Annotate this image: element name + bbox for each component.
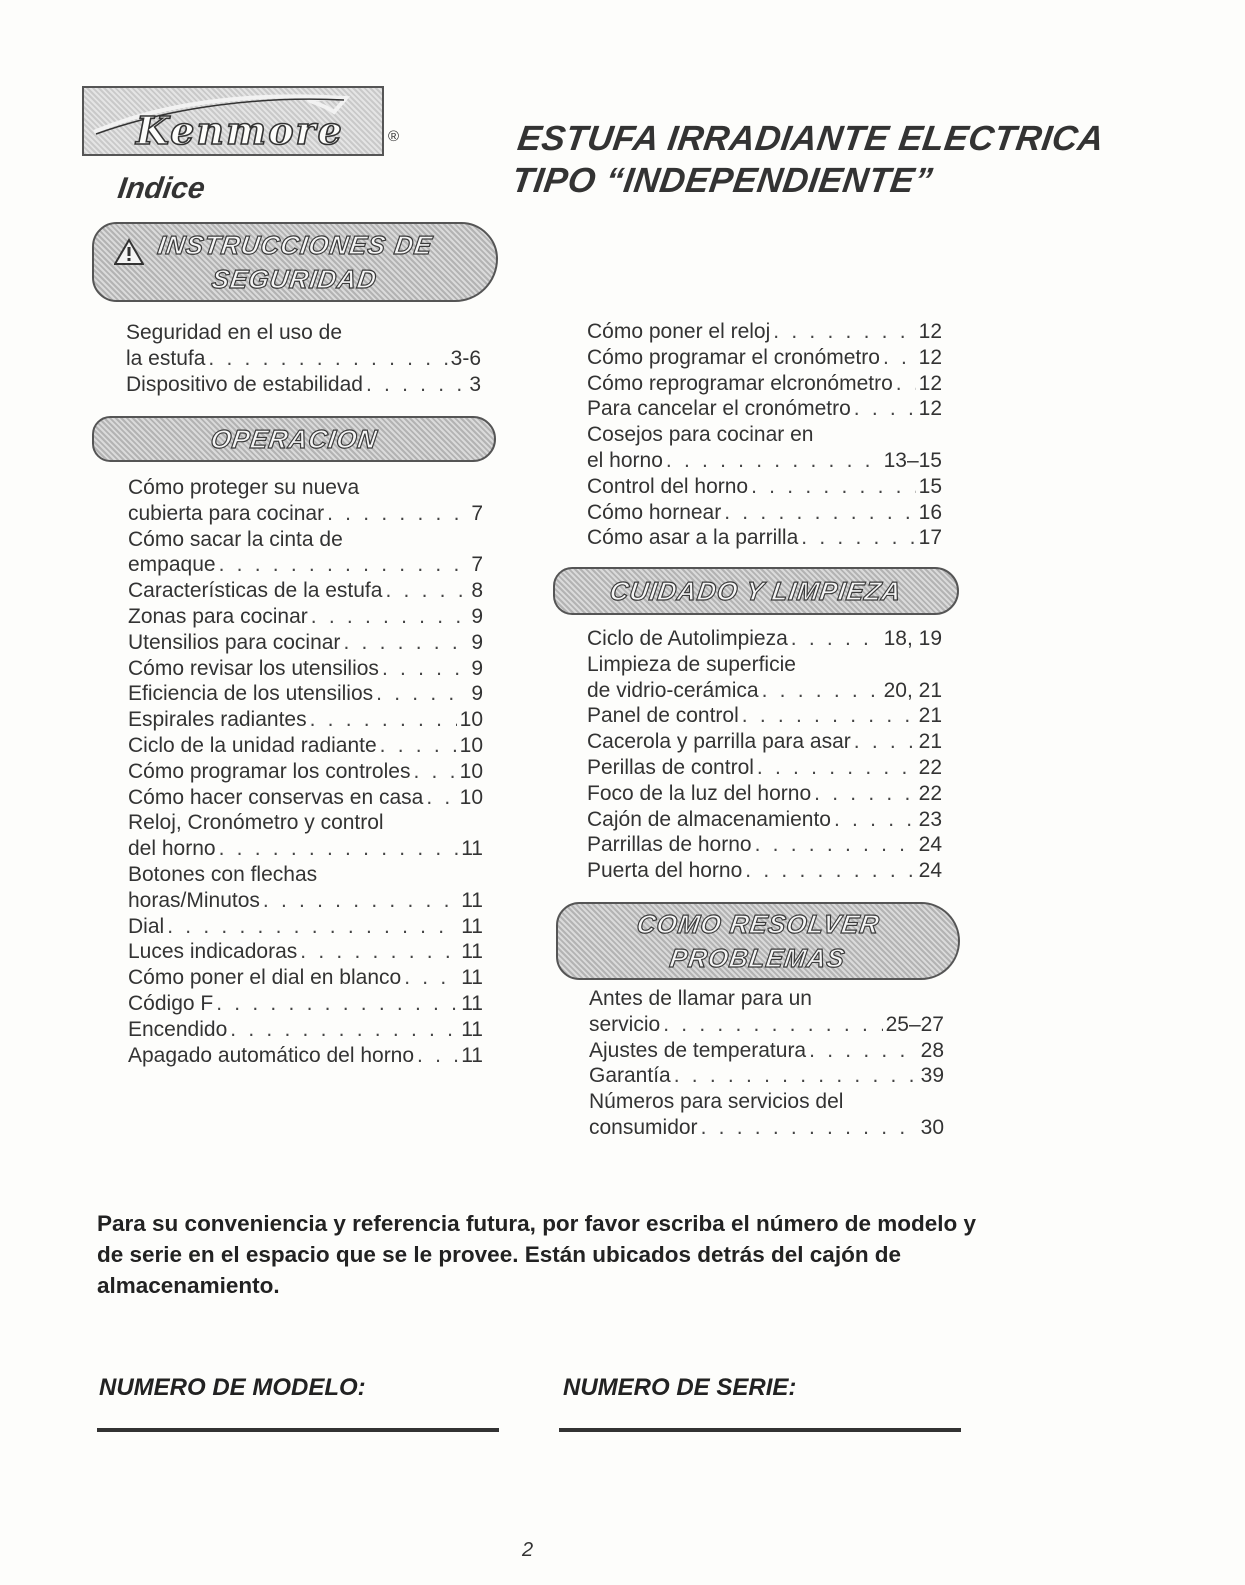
toc-entry [128,681,483,707]
dot-leader [366,372,466,398]
index-heading: Indice [115,172,208,205]
toc-entry-text: la estufa [126,346,206,370]
toc-entry [587,678,942,704]
toc-entry-text: Botones con flechas [128,862,318,886]
dot-leader [791,626,881,652]
toc-entry [128,1043,483,1069]
toc-entry [589,1063,944,1089]
toc-entry-text: Utensilios para cocinar [128,630,341,654]
banner-seguridad-line2: SEGURIDAD [210,264,380,294]
toc-entry [128,527,483,553]
toc-entry-page: 25–27 [885,1012,944,1036]
toc-entry [128,630,483,656]
dot-leader [674,1063,918,1089]
model-serial-note: Para su conveniencia y referencia futura, por favor escriba el número de modelo y de serie en el espacio que se le provee. Están ubicados detrás del cajón de almacenamiento. [97,1211,977,1298]
toc-entry-page: 12 [918,320,942,343]
toc-entry [587,652,942,678]
toc-entry-text: Luces indicadoras [128,940,298,964]
toc-entry-text: Apagado automático del horno [128,1043,415,1067]
dot-leader [814,781,916,807]
toc-entry [128,991,483,1017]
toc-entry [128,501,483,527]
toc-entry-page: 11 [461,837,483,861]
dot-leader [854,396,916,422]
dot-leader [701,1115,918,1141]
toc-entry-page: 11 [461,966,483,990]
dot-leader [854,729,916,755]
toc-entry-page: 11 [461,888,483,912]
toc-entry-text: Código F [128,991,214,1015]
toc-entry-text: Ciclo de la unidad radiante [128,733,377,757]
page-number: 2 [522,1539,534,1561]
dot-leader [751,474,916,500]
toc-entry-page: 9 [471,630,483,654]
toc-entry-text: Dial [128,914,165,938]
dot-leader [757,755,916,781]
toc-entry-page: 11 [461,940,483,964]
toc-entry-text: Limpieza de superficie [587,652,796,676]
dot-leader [413,759,456,785]
toc-entry-page: 16 [918,500,942,524]
toc-entry-text: Cómo hornear [587,500,722,524]
registered-mark: ® [388,128,400,145]
banner-seguridad-line1: INSTRUCCIONES DE [155,230,435,260]
toc-entry-text: Cómo poner el reloj [587,320,771,343]
kenmore-logo [82,86,384,156]
toc-entry-text: Características de la estufa [128,579,383,603]
dot-leader [300,939,458,965]
toc-entry [587,755,942,781]
toc-entry-text: Control del horno [587,474,749,498]
dot-leader [310,707,457,733]
toc-entry [128,759,483,785]
toc-entry-page: 24 [918,833,942,857]
toc-entry [589,1089,944,1115]
banner-problemas [556,902,960,980]
toc-entry-page: 12 [918,371,942,395]
toc-entry [589,1012,944,1038]
toc-entry [587,422,942,448]
toc-entry-page: 24 [918,859,942,883]
document-title [509,118,1107,202]
toc-entry-text: el horno [587,448,663,472]
model-number-label: NUMERO DE MODELO: [99,1374,366,1401]
toc-entry-text: Eficiencia de los utensilios [128,682,374,706]
dot-leader [745,858,915,884]
toc-entry [128,810,483,836]
toc-entry-text: Cómo proteger su nueva [128,476,360,499]
toc-entry [128,707,483,733]
dot-leader [230,1017,458,1043]
dot-leader [208,346,447,372]
dot-leader [742,703,916,729]
toc-problemas [589,986,944,1141]
toc-entry-text: horas/Minutos [128,888,260,912]
toc-entry-text: Parrillas de horno [587,833,752,857]
toc-entry-text: Encendido [128,1017,228,1041]
toc-entry-text: Dispositivo de estabilidad [126,372,363,396]
serial-number-label: NUMERO DE SERIE: [563,1374,797,1401]
toc-operacion-continued [587,319,942,551]
toc-entry-page: 11 [461,914,483,938]
dot-leader [327,501,468,527]
toc-entry-text: empaque [128,553,216,577]
dot-leader [809,1038,918,1064]
toc-entry [587,474,942,500]
toc-entry-page: 7 [471,553,483,577]
banner-seguridad [92,222,498,302]
toc-entry [587,371,942,397]
toc-entry [589,1115,944,1141]
dot-leader [755,832,916,858]
dot-leader [426,785,456,811]
toc-entry [128,578,483,604]
logo-text: Kenmore [136,108,344,153]
toc-entry [128,1017,483,1043]
dot-leader [376,681,468,707]
dot-leader [311,604,469,630]
toc-entry [126,346,481,372]
serial-number-line[interactable] [559,1428,961,1432]
toc-entry-page: 15 [918,474,942,498]
toc-entry [587,319,942,345]
toc-entry-page: 21 [918,730,942,754]
dot-leader [216,991,458,1017]
toc-entry [128,862,483,888]
toc-entry-text: Para cancelar el cronómetro [587,397,851,421]
toc-entry [587,396,942,422]
toc-entry-page: 23 [918,807,942,831]
toc-entry-page: 10 [459,708,483,732]
dot-leader [883,345,916,371]
toc-entry [589,986,944,1012]
toc-entry-page: 7 [471,501,483,525]
toc-entry-page: 11 [461,1043,483,1067]
toc-entry-page: 9 [471,656,483,680]
toc-entry-text: Foco de la luz del horno [587,781,812,805]
dot-leader [219,552,469,578]
toc-entry-page: 12 [918,397,942,421]
toc-entry-page: 3-6 [450,346,481,370]
toc-entry-text: Ajustes de temperatura [589,1038,807,1062]
dot-leader [263,888,458,914]
toc-entry [126,372,481,398]
toc-entry-text: del horno [128,837,216,861]
toc-entry-page: 18, 19 [883,627,942,650]
toc-entry-text: Cómo programar los controles [128,759,411,783]
dot-leader [762,678,881,704]
toc-entry-text: Puerta del horno [587,859,743,883]
toc-entry [128,965,483,991]
toc-entry-page: 17 [918,526,942,550]
dot-leader [834,807,916,833]
toc-entry-text: Cacerola y parrilla para asar [587,730,851,754]
toc-entry-page: 8 [471,579,483,603]
toc-entry [128,475,483,501]
banner-cuidado [553,567,959,615]
toc-entry-text: Números para servicios del [589,1090,844,1114]
warning-icon [114,238,144,266]
toc-entry [128,914,483,940]
toc-entry [128,552,483,578]
dot-leader [167,914,458,940]
toc-entry [587,858,942,884]
toc-entry-page: 20, 21 [883,678,942,702]
toc-entry [587,500,942,526]
dot-leader [343,630,468,656]
toc-entry-text: Cómo hacer conservas en casa [128,785,424,809]
toc-entry-text: servicio [589,1012,661,1036]
toc-entry-page: 9 [471,682,483,706]
banner-operacion-label: OPERACION [208,424,380,454]
toc-entry [128,785,483,811]
toc-entry-text: Reloj, Cronómetro y control [128,811,384,835]
toc-entry [587,703,942,729]
toc-entry [128,604,483,630]
dot-leader [773,319,915,345]
toc-entry-text: cubierta para cocinar [128,501,325,525]
toc-entry-page: 39 [920,1064,944,1088]
dot-leader [724,500,915,526]
dot-leader [380,733,457,759]
toc-entry [587,626,942,652]
dot-leader [382,656,468,682]
toc-entry-page: 10 [459,759,483,783]
toc-entry-page: 30 [920,1115,944,1139]
toc-entry-page: 11 [461,991,483,1015]
toc-entry-page: 9 [471,604,483,628]
toc-entry [128,939,483,965]
toc-entry [587,729,942,755]
toc-entry [128,888,483,914]
toc-entry-text: Panel de control [587,704,739,728]
toc-seguridad [126,320,481,397]
model-number-line[interactable] [97,1428,499,1432]
toc-entry-text: Cómo sacar la cinta de [128,527,343,551]
toc-entry-text: Cosejos para cocinar en [587,423,814,447]
toc-entry-text: Ciclo de Autolimpieza [587,627,788,650]
dot-leader [801,525,915,551]
dot-leader [417,1043,458,1069]
toc-entry [128,836,483,862]
dot-leader [404,965,458,991]
title-line-2: TIPO “INDEPENDIENTE” [509,161,936,200]
banner-cuidado-label: CUIDADO Y LIMPIEZA [608,576,904,606]
toc-entry-page: 10 [459,733,483,757]
toc-entry-text: Cómo asar a la parrilla [587,526,799,550]
dot-leader [896,371,916,397]
toc-entry [587,807,942,833]
toc-entry-page: 13–15 [883,448,942,472]
toc-entry-page: 22 [918,781,942,805]
toc-entry-page: 12 [918,345,942,369]
banner-problemas-line1: COMO RESOLVER [634,909,882,939]
toc-entry [587,781,942,807]
toc-entry-page: 28 [920,1038,944,1062]
dot-leader [219,836,459,862]
toc-entry-text: Zonas para cocinar [128,604,308,628]
toc-entry [126,320,481,346]
toc-entry-text: Seguridad en el uso de [126,321,342,344]
toc-entry-text: Cómo programar el cronómetro [587,345,880,369]
toc-entry-text: Perillas de control [587,755,754,779]
toc-entry [587,525,942,551]
toc-entry-page: 3 [469,372,481,396]
dot-leader [663,1012,882,1038]
toc-entry-text: Cómo poner el dial en blanco [128,966,402,990]
toc-entry [587,832,942,858]
toc-entry-text: de vidrio-cerámica [587,678,759,702]
toc-entry-text: Antes de llamar para un [589,987,812,1010]
toc-entry-text: Cómo reprogramar elcronómetro [587,371,893,395]
banner-problemas-line2: PROBLEMAS [668,943,848,973]
toc-entry [587,345,942,371]
toc-entry [589,1038,944,1064]
banner-operacion [92,416,496,462]
toc-entry-text: Garantía [589,1064,671,1088]
title-line-1: ESTUFA IRRADIANTE ELECTRICA [515,119,1107,158]
toc-entry-page: 11 [461,1017,483,1041]
toc-entry-text: Espirales radiantes [128,708,307,732]
toc-operacion [128,475,483,1068]
toc-entry-text: Cómo revisar los utensilios [128,656,379,680]
toc-entry [128,733,483,759]
toc-entry [128,656,483,682]
toc-entry-text: consumidor [589,1115,698,1139]
dot-leader [385,578,468,604]
toc-entry-page: 21 [918,704,942,728]
toc-cuidado [587,626,942,884]
toc-entry-page: 10 [459,785,483,809]
toc-entry-text: Cajón de almacenamiento [587,807,831,831]
toc-entry-page: 22 [918,755,942,779]
dot-leader [666,448,881,474]
toc-entry [587,448,942,474]
